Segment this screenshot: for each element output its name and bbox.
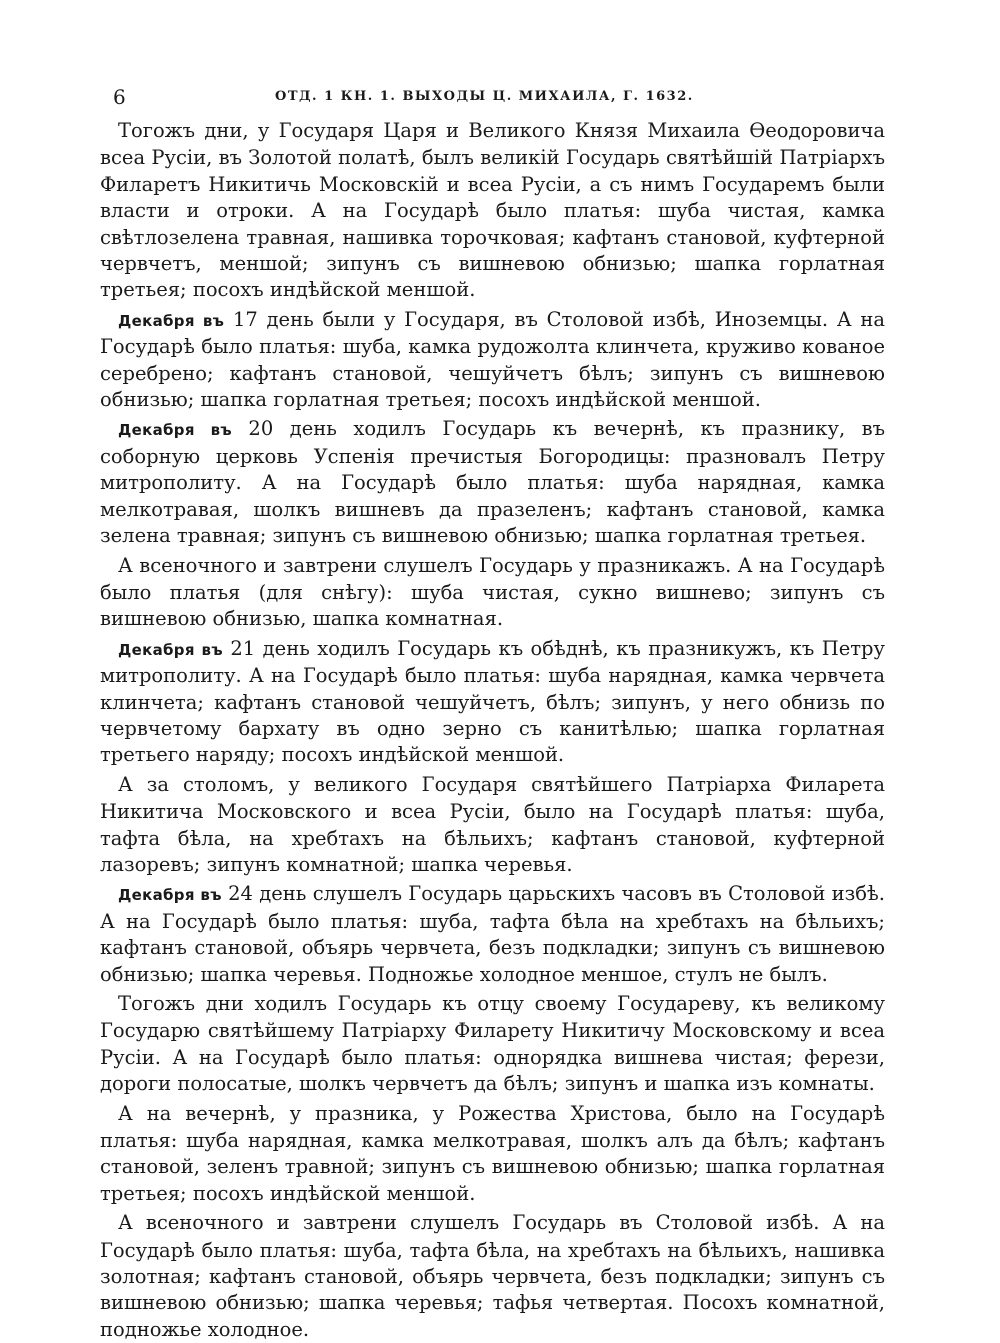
running-head: ОТД. 1 КН. 1. ВЫХОДЫ Ц. МИХАИЛА, Г. 1632. [275,89,694,104]
paragraph-text: 20 день ходилъ Государь къ вечернѣ, къ празнику, въ соборную церковь Успенія пречистыя Богородицы: празновалъ Петру митрополиту. А на Государѣ было платья: шуба нарядная, камка мелкотравая, шолкъ вишневъ да празеленъ; кафтанъ становой, камка зелена травная; зипунъ съ вишневою обнизью; шапка горлатная третьея. [100,417,885,548]
paragraph-text: А за столомъ, у великого Государя святѣйшего Патріарха Филарета Никитича Московского и всеа Русіи, было на Государѣ платья: шуба, тафта бѣла, на хребтахъ на бѣльихъ; кафтанъ становой, куфтерной лазоревъ; зипунъ комнатной; шапка черевья. [100,772,885,876]
page-number: 6 [113,85,126,109]
paragraph-2 [100,307,885,414]
paragraph-text: 24 день слушелъ Государь царьскихъ часовъ въ Столовой избѣ. А на Государѣ было платья: шуба, тафта бѣла на хребтахъ на бѣльихъ; кафтанъ становой, объярь червчета, безъ подкладки; зипунъ съ вишневою обнизью; шапка черевья. Подножье холодное меншое, стулъ не былъ. [100,882,886,986]
paragraph-lead: Декабря въ [118,311,225,330]
paragraph-lead: Декабря въ [118,640,223,659]
paragraph-lead: Декабря въ [118,421,232,440]
paragraph-text: Тогожъ дни, у Государя Царя и Великого Князя Михаила Ѳеодоровича всеа Русіи, въ Золотой полатѣ, былъ великій Государь святѣйшій Патріархъ Филаретъ Никитичь Московскій и всеа Русіи, а съ нимъ Государемъ были власти и отроки. А на Государѣ было платья: шуба чистая, камка свѣтлозелена травная, нашивка торочковая; кафтанъ становой, куфтерной червчетъ, меншой; зипунъ съ вишневою обнизью; шапка горлатная третьея; посохъ индѣйской меншой. [100,119,885,302]
paragraph-text: 21 день ходилъ Государь къ обѣднѣ, къ празникужъ, къ Петру митрополиту. А на Государѣ было платья: шуба нарядная, камка червчета клинчета; кафтанъ становой чешуйчетъ, бѣлъ; зипунъ, у него обнизь по червчетому бархату въ одно зерно съ канитѣлью; шапка горлатная третьего наряду; посохъ индѣйской меншой. [100,636,886,767]
paragraph-lead: Декабря въ [118,886,222,905]
paragraph-text: 17 день были у Государя, въ Столовой избѣ, Иноземцы. А на Государѣ было платья: шуба, камка рудожолта клинчета, круживо кованое серебрено; кафтанъ становой, чешуйчетъ бѣлъ; зипунъ съ вишневою обнизью; шапка горлатная третьея; посохъ индѣйской меншой. [100,307,885,412]
paragraph-text: Тогожъ дни ходилъ Государь къ отцу своему Государеву, къ великому Государю святѣйшему Патріарху Филарету Никитичу Московскому и всеа Русіи. А на Государѣ было платья: однорядка вишнева чистая; ферези, дороги полосатые, шолкъ червчетъ да бѣлъ; зипунъ и шапка изъ комнаты. [100,992,885,1096]
paragraph-9 [100,1101,885,1208]
paragraph-4 [100,553,885,633]
paragraph-8 [100,991,885,1098]
paragraph-text: А на вечернѣ, у празника, у Рожества Христова, было на Государѣ платья: шуба нарядная, камка мелкотравая, шолкъ алъ да бѣлъ; кафтанъ становой, зеленъ травной; зипунъ съ вишневою обнизью; шапка горлатная третьея; посохъ индѣйской меншой. [100,1101,885,1205]
paragraph-7 [100,881,885,988]
paragraph-10 [100,1210,885,1343]
paragraph-6 [100,772,885,879]
body-text [100,118,885,1343]
paragraph-3 [100,416,885,549]
paragraph-5 [100,636,885,769]
paragraph-text: А всеночного и завтрени слушелъ Государь въ Столовой избѣ. А на Государѣ было платья: шуба, тафта бѣла, на хребтахъ на бѣльихъ, нашивка золотная; кафтанъ становой, объярь червчета, безъ подкладки; зипунъ съ вишневою обнизью; шапка черевья; тафья четвертая. Посохъ комнатной, подножье холодное. [100,1211,885,1341]
paragraph-text: А всеночного и завтрени слушелъ Государь у празникажъ. А на Государѣ было платья (для снѣгу): шуба чистая, сукно вишнево; зипунъ съ вишневою обнизью, шапка комнатная. [100,553,885,631]
paragraph-1 [100,118,885,304]
